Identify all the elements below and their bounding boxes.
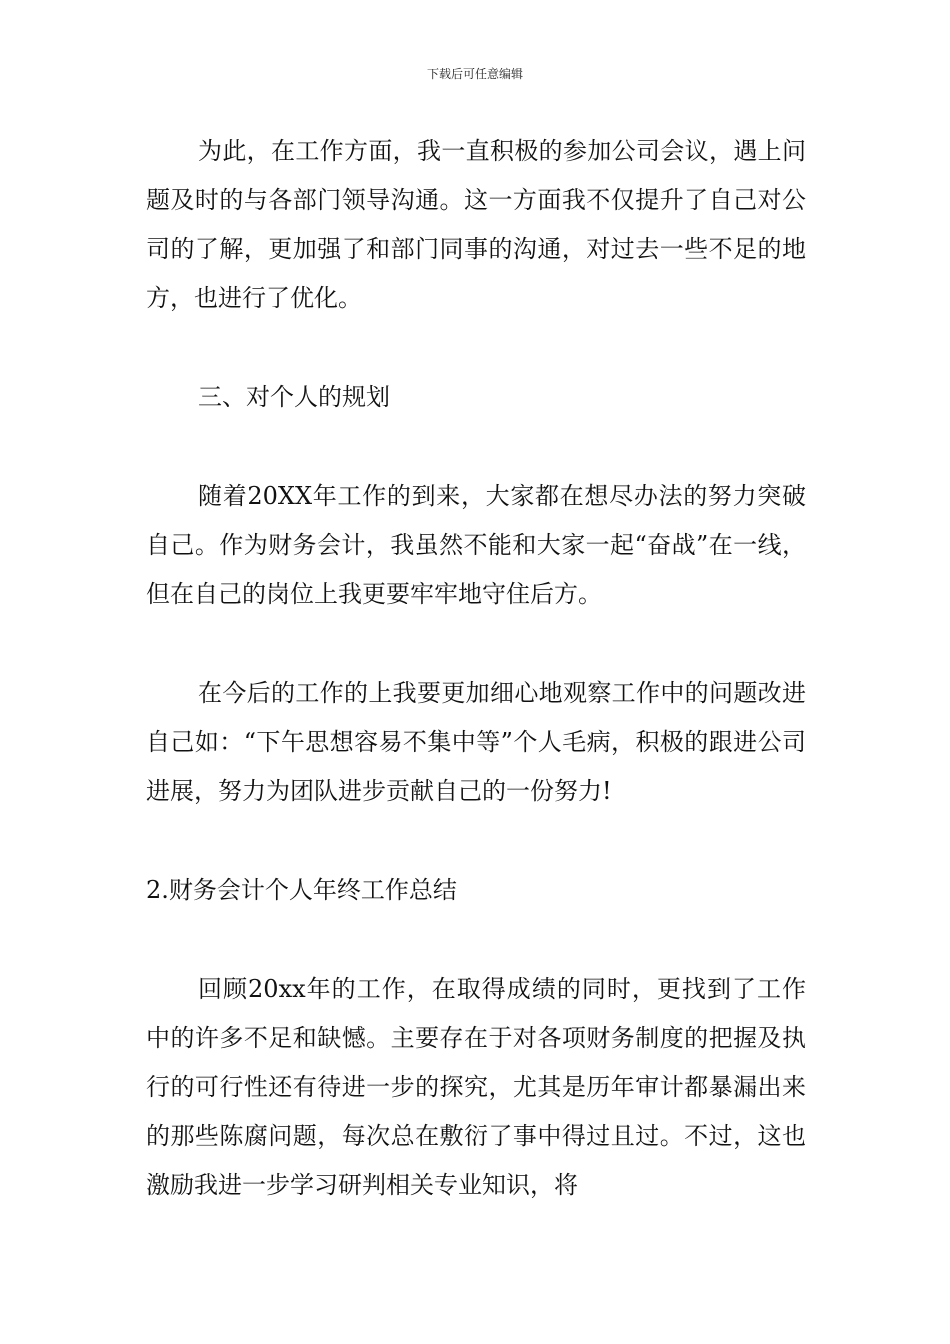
page-header-note: 下载后可任意编辑 xyxy=(426,67,523,81)
paragraph-review-year: 回顾20xx年的工作，在取得成绩的同时，更找到了工作中的许多不足和缺憾。主要存在于对各项财务制度的把握及执行的可行性还有待进一步的探究，尤其是历年审计都暴漏出来的那些陈腐问题，每次总在敷衍了事中得过且过。不过，这也激励我进一步学习研判相关专业知识，将 xyxy=(146,975,806,1199)
section-heading-personal-plan: 三、对个人的规划 xyxy=(198,383,390,411)
paragraph-future-improvement: 在今后的工作的上我要更加细心地观察工作中的问题改进自己如：“下午思想容易不集中等”个人毛病，积极的跟进公司进展，努力为团队进步贡献自己的一份努力! xyxy=(146,679,806,805)
document-body xyxy=(146,127,806,1210)
paragraph-new-year-work: 随着20XX年工作的到来，大家都在想尽办法的努力突破自己。作为财务会计，我虽然不能和大家一起“奋战”在一线，但在自己的岗位上我更要牢牢地守住后方。 xyxy=(146,482,806,608)
section-heading-annual-summary: 2.财务会计个人年终工作总结 xyxy=(146,876,457,904)
paragraph-work-meetings: 为此，在工作方面，我一直积极的参加公司会议，遇上问题及时的与各部门领导沟通。这一方面我不仅提升了自己对公司的了解，更加强了和部门同事的沟通，对过去一些不足的地方，也进行了优化。 xyxy=(146,137,806,312)
